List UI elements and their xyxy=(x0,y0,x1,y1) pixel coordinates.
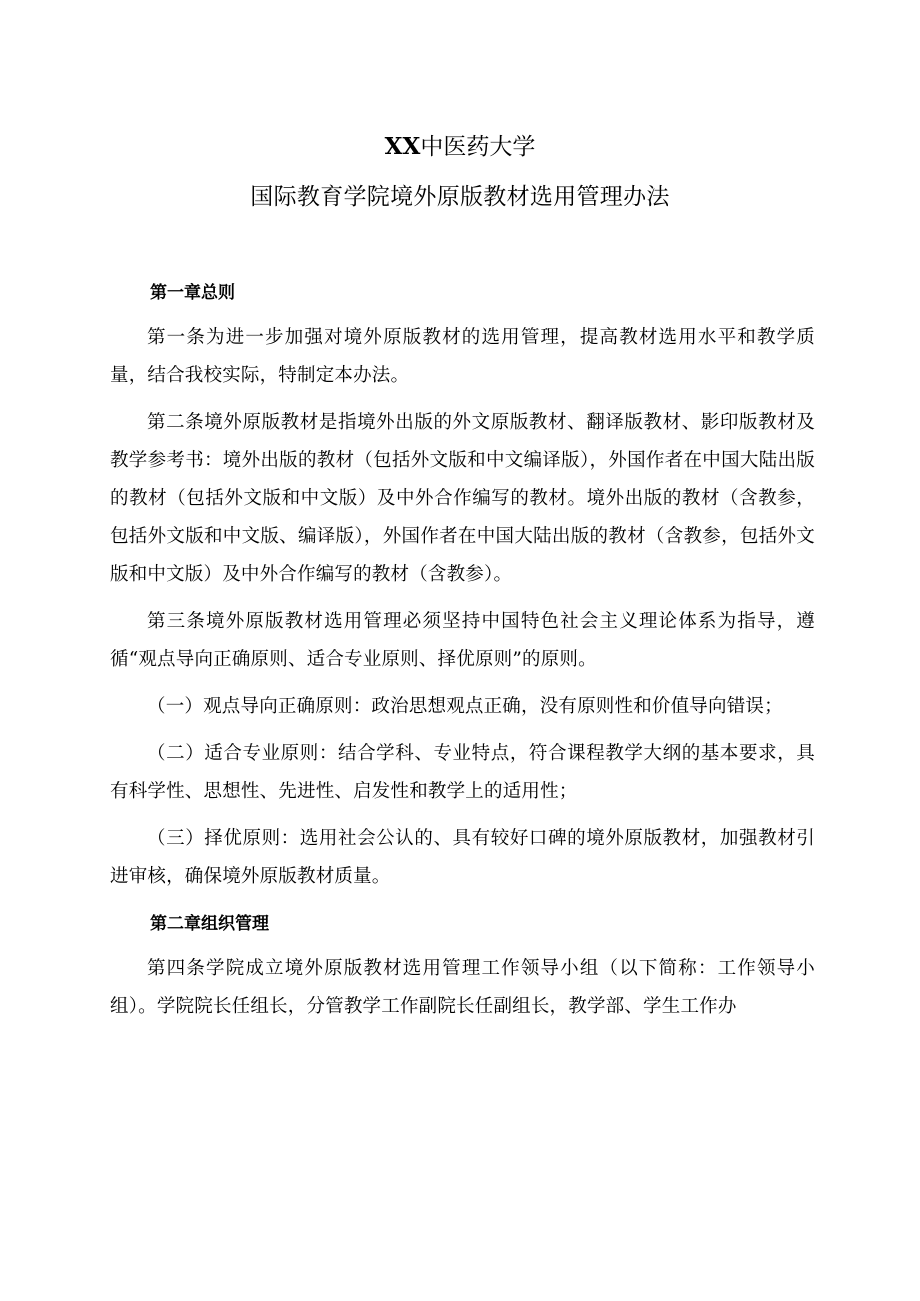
principle-3-paragraph: （三）择优原则：选用社会公认的、具有较好口碑的境外原版教材，加强教材引进审核，确保境外原版教材质量。 xyxy=(110,828,815,887)
article-3-paragraph: 第三条境外原版教材选用管理必须坚持中国特色社会主义理论体系为指导，遵循“观点导向正确原则、适合专业原则、择优原则”的原则。 xyxy=(110,611,815,670)
principle-1-paragraph: （一）观点导向正确原则：政治思想观点正确，没有原则性和价值导向错误； xyxy=(147,696,783,717)
article-4-paragraph: 第四条学院成立境外原版教材选用管理工作领导小组（以下简称：工作领导小组）。学院院长任组长，分管教学工作副院长任副组长，教学部、学生工作办 xyxy=(110,958,815,1017)
chapter-heading-organization: 第二章组织管理 xyxy=(150,914,269,934)
title-university-name: 中医药大学 xyxy=(420,134,536,160)
article-2-paragraph: 第二条境外原版教材是指境外出版的外文原版教材、翻译版教材、影印版教材及教学参考书：境外出版的教材（包括外文版和中文编译版），外国作者在中国大陆出版的教材（包括外文版和中文版）及中外合作编写的教材。境外出版的教材（含教参，包括外文版和中文版、编译版），外国作者在中国大陆出版的教材（含教参，包括外文版和中文版）及中外合作编写的教材（含教参）。 xyxy=(110,412,815,585)
title-prefix: XX xyxy=(384,133,421,160)
document-body xyxy=(110,274,815,1035)
document-title-regulation: 国际教育学院境外原版教材选用管理办法 xyxy=(250,184,670,210)
chapter-heading-general: 第一章总则 xyxy=(150,283,235,303)
principle-2-paragraph: （二）适合专业原则：结合学科、专业特点，符合课程教学大纲的基本要求，具有科学性、思想性、先进性、启发性和教学上的适用性； xyxy=(110,743,815,802)
article-1-paragraph: 第一条为进一步加强对境外原版教材的选用管理，提高教材选用水平和教学质量，结合我校实际，特制定本办法。 xyxy=(110,327,815,386)
document-title-university xyxy=(0,130,920,164)
